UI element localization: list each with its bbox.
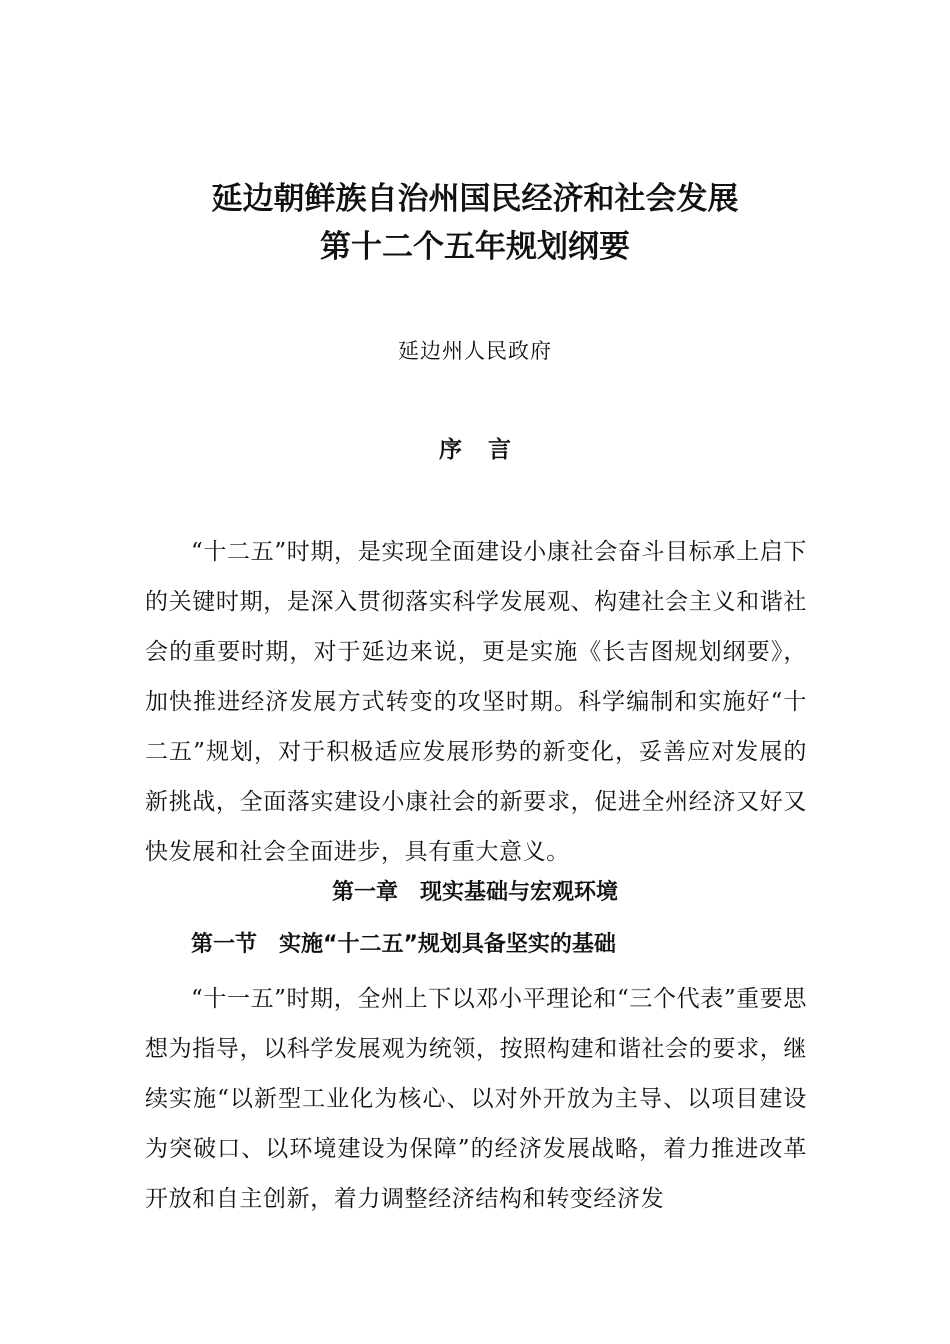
preface-paragraph: “十二五”时期，是实现全面建设小康社会奋斗目标承上启下的关键时期，是深入贯彻落实科学发展观、构建社会主义和谐社会的重要时期，对于延边来说，更是实施《长吉图规划纲要》，加快推进经济发展方式转变的攻坚时期。科学编制和实施好“十二五”规划，对于积极适应发展形势的新变化，妥善应对发展的新挑战，全面落实建设小康社会的新要求，促进全州经济又好又快发展和社会全面进步，具有重大意义。 — [145, 539, 807, 865]
preface-heading — [0, 433, 950, 467]
chapter-heading — [0, 876, 950, 910]
section-label: 第一节 — [191, 932, 258, 957]
document-title-line-2: 第十二个五年规划纲要 — [320, 229, 630, 265]
section-paragraph: “十一五”时期，全州上下以邓小平理论和“三个代表”重要思想为指导，以科学发展观为统领，按照构建和谐社会的要求，继续实施“以新型工业化为核心、以对外开放为主导、以项目建设为突破口、以环境建设为保障”的经济发展战略，着力推进改革开放和自主创新，着力调整经济结构和转变经济发 — [145, 986, 807, 1212]
chapter-label: 第一章 — [331, 880, 398, 905]
document-title-line-1: 延边朝鲜族自治州国民经济和社会发展 — [211, 181, 739, 217]
preface-heading-char-1: 序 — [439, 436, 462, 463]
section-heading — [191, 928, 616, 962]
preface-heading-char-2: 言 — [488, 436, 511, 463]
document-author: 延边州人民政府 — [398, 339, 552, 363]
section-title: 实施“十二五”规划具备坚实的基础 — [279, 932, 616, 957]
chapter-title: 现实基础与宏观环境 — [420, 880, 619, 905]
